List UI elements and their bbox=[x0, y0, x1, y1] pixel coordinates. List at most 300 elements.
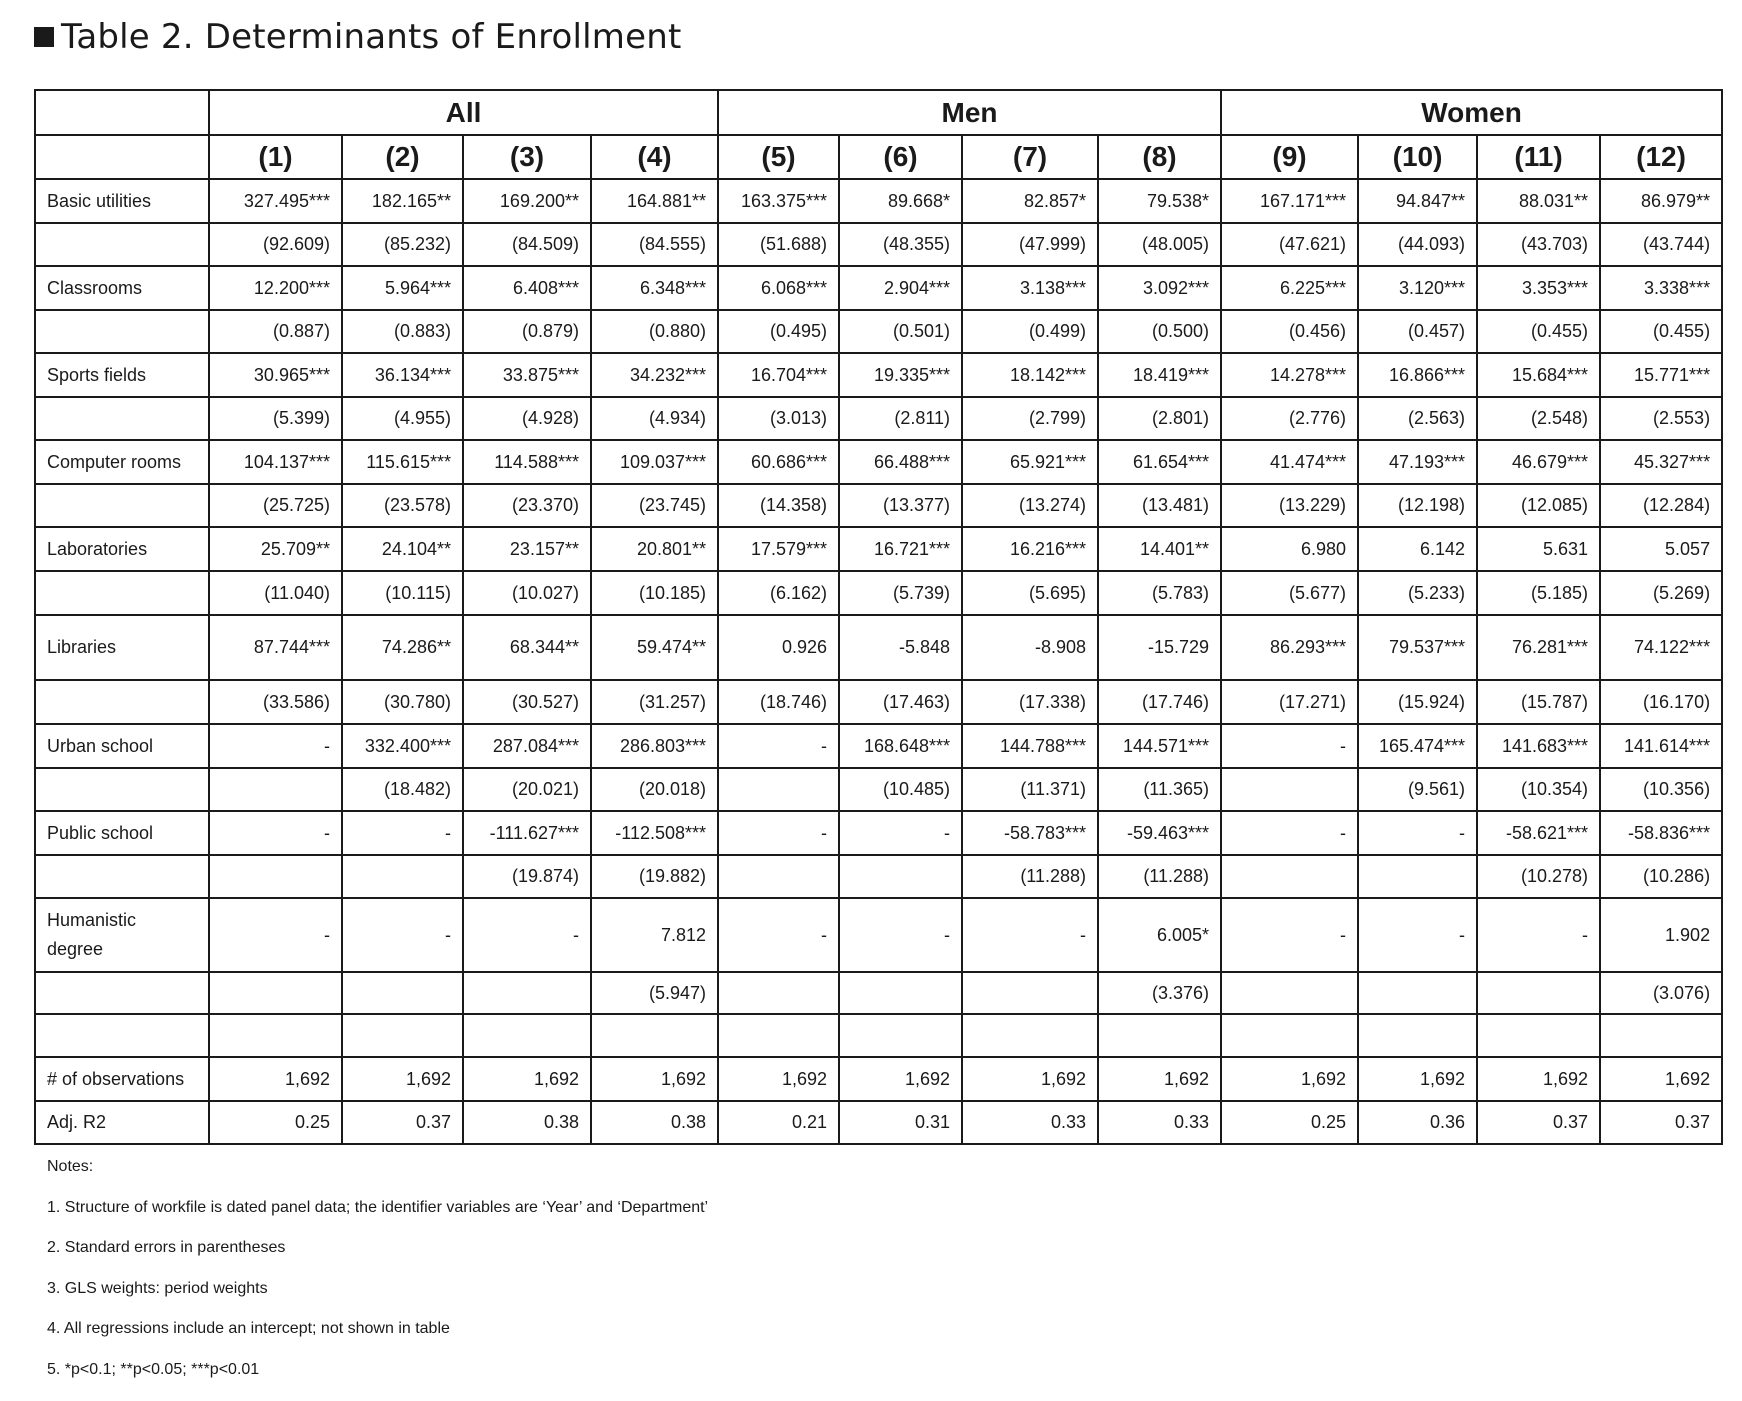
table-cell: (2.801) bbox=[1098, 397, 1221, 440]
column-header: (7) bbox=[962, 135, 1098, 179]
table-cell bbox=[718, 768, 839, 811]
table-cell: - bbox=[342, 898, 463, 972]
table-row-stderr bbox=[35, 484, 1722, 527]
table-cell bbox=[591, 1014, 718, 1057]
table-cell: 1.902 bbox=[1600, 898, 1722, 972]
table-cell: 20.801** bbox=[591, 527, 718, 571]
table-cell: (44.093) bbox=[1358, 223, 1477, 266]
table-cell: (2.776) bbox=[1221, 397, 1358, 440]
table-cell bbox=[1221, 855, 1358, 898]
table-title-text: Table 2. Determinants of Enrollment bbox=[61, 17, 682, 57]
table-cell: -8.908 bbox=[962, 615, 1098, 680]
table-cell: (0.501) bbox=[839, 310, 962, 353]
table-cell: 1,692 bbox=[1358, 1057, 1477, 1101]
table-cell: (13.274) bbox=[962, 484, 1098, 527]
table-cell: 327.495*** bbox=[209, 179, 342, 223]
table-cell: (0.499) bbox=[962, 310, 1098, 353]
table-cell: (4.934) bbox=[591, 397, 718, 440]
table-cell: 23.157** bbox=[463, 527, 591, 571]
table-cell: - bbox=[1221, 724, 1358, 768]
table-cell: (31.257) bbox=[591, 680, 718, 724]
table-cell: (0.883) bbox=[342, 310, 463, 353]
table-cell: 34.232*** bbox=[591, 353, 718, 397]
table-cell: - bbox=[1221, 898, 1358, 972]
table-cell: (0.495) bbox=[718, 310, 839, 353]
table-cell: (20.021) bbox=[463, 768, 591, 811]
table-cell: 68.344** bbox=[463, 615, 591, 680]
table-cell: 46.679*** bbox=[1477, 440, 1600, 484]
table-cell: (5.695) bbox=[962, 571, 1098, 615]
table-cell: (0.500) bbox=[1098, 310, 1221, 353]
table-cell: (10.354) bbox=[1477, 768, 1600, 811]
table-cell: (0.455) bbox=[1477, 310, 1600, 353]
table-cell: (17.746) bbox=[1098, 680, 1221, 724]
table-cell: (0.457) bbox=[1358, 310, 1477, 353]
table-cell: 0.38 bbox=[591, 1101, 718, 1144]
table-cell: 47.193*** bbox=[1358, 440, 1477, 484]
table-cell: 76.281*** bbox=[1477, 615, 1600, 680]
table-cell: (6.162) bbox=[718, 571, 839, 615]
table-cell: 60.686*** bbox=[718, 440, 839, 484]
table-cell: - bbox=[718, 898, 839, 972]
table-cell: (0.455) bbox=[1600, 310, 1722, 353]
table-cell: (4.955) bbox=[342, 397, 463, 440]
table-cell: 12.200*** bbox=[209, 266, 342, 310]
table-cell: 6.005* bbox=[1098, 898, 1221, 972]
table-cell bbox=[1477, 972, 1600, 1014]
table-cell bbox=[718, 855, 839, 898]
table-row-stderr bbox=[35, 223, 1722, 266]
table-cell: -58.621*** bbox=[1477, 811, 1600, 855]
table-cell bbox=[463, 972, 591, 1014]
table-cell bbox=[1477, 1014, 1600, 1057]
table-cell: (20.018) bbox=[591, 768, 718, 811]
table-cell: (10.356) bbox=[1600, 768, 1722, 811]
table-cell: (33.586) bbox=[209, 680, 342, 724]
variable-label: Libraries bbox=[35, 615, 209, 680]
table-cell: (17.463) bbox=[839, 680, 962, 724]
table-cell: (3.076) bbox=[1600, 972, 1722, 1014]
table-cell: 3.338*** bbox=[1600, 266, 1722, 310]
table-cell: 86.979** bbox=[1600, 179, 1722, 223]
variable-label bbox=[35, 855, 209, 898]
table-cell: 7.812 bbox=[591, 898, 718, 972]
table-cell: 1,692 bbox=[1477, 1057, 1600, 1101]
variable-label: Basic utilities bbox=[35, 179, 209, 223]
table-cell: -112.508*** bbox=[591, 811, 718, 855]
table-cell: 286.803*** bbox=[591, 724, 718, 768]
table-cell: (5.185) bbox=[1477, 571, 1600, 615]
table-cell: 141.683*** bbox=[1477, 724, 1600, 768]
table-cell: 89.668* bbox=[839, 179, 962, 223]
table-cell: (12.085) bbox=[1477, 484, 1600, 527]
table-cell bbox=[209, 1014, 342, 1057]
table-cell: 167.171*** bbox=[1221, 179, 1358, 223]
column-header: (5) bbox=[718, 135, 839, 179]
regression-table bbox=[34, 89, 1723, 1145]
table-cell: 0.25 bbox=[209, 1101, 342, 1144]
table-cell: (5.947) bbox=[591, 972, 718, 1014]
table-row-stderr bbox=[35, 1014, 1722, 1057]
column-header: (9) bbox=[1221, 135, 1358, 179]
table-cell: (3.013) bbox=[718, 397, 839, 440]
table-cell: 16.216*** bbox=[962, 527, 1098, 571]
table-cell: (15.787) bbox=[1477, 680, 1600, 724]
table-cell: (51.688) bbox=[718, 223, 839, 266]
variable-label: Public school bbox=[35, 811, 209, 855]
table-cell: 182.165** bbox=[342, 179, 463, 223]
variable-label bbox=[35, 310, 209, 353]
table-cell: 16.866*** bbox=[1358, 353, 1477, 397]
table-row bbox=[35, 1101, 1722, 1144]
table-cell: (0.879) bbox=[463, 310, 591, 353]
column-header: (6) bbox=[839, 135, 962, 179]
note-line: 2. Standard errors in parentheses bbox=[47, 1239, 286, 1257]
table-cell: 6.142 bbox=[1358, 527, 1477, 571]
notes-heading: Notes: bbox=[47, 1158, 94, 1175]
variable-label: Laboratories bbox=[35, 527, 209, 571]
table-cell: 0.21 bbox=[718, 1101, 839, 1144]
table-row bbox=[35, 615, 1722, 680]
table-cell: 3.353*** bbox=[1477, 266, 1600, 310]
table-cell: 0.37 bbox=[342, 1101, 463, 1144]
table-cell: (3.376) bbox=[1098, 972, 1221, 1014]
group-header-all: All bbox=[209, 90, 718, 135]
table-cell: (23.370) bbox=[463, 484, 591, 527]
table-row-stderr bbox=[35, 855, 1722, 898]
table-cell: 1,692 bbox=[1600, 1057, 1722, 1101]
table-cell: - bbox=[962, 898, 1098, 972]
table-cell: - bbox=[839, 898, 962, 972]
table-title bbox=[34, 14, 682, 60]
table-cell: 36.134*** bbox=[342, 353, 463, 397]
table-row-stderr bbox=[35, 571, 1722, 615]
table-cell: 6.225*** bbox=[1221, 266, 1358, 310]
variable-label bbox=[35, 768, 209, 811]
table-cell: 0.38 bbox=[463, 1101, 591, 1144]
table-cell: (2.799) bbox=[962, 397, 1098, 440]
table-row bbox=[35, 266, 1722, 310]
table-cell: (30.780) bbox=[342, 680, 463, 724]
table-cell: 5.631 bbox=[1477, 527, 1600, 571]
variable-label bbox=[35, 484, 209, 527]
table-cell bbox=[962, 972, 1098, 1014]
table-cell: -58.836*** bbox=[1600, 811, 1722, 855]
table-cell: 1,692 bbox=[463, 1057, 591, 1101]
variable-label bbox=[35, 397, 209, 440]
table-cell: -111.627*** bbox=[463, 811, 591, 855]
note-line: 1. Structure of workfile is dated panel data; the identifier variables are ‘Year’ and ‘Department’ bbox=[47, 1198, 709, 1216]
table-cell: 79.537*** bbox=[1358, 615, 1477, 680]
table-row bbox=[35, 179, 1722, 223]
table-cell: (2.563) bbox=[1358, 397, 1477, 440]
table-cell: 169.200** bbox=[463, 179, 591, 223]
table-cell: (18.746) bbox=[718, 680, 839, 724]
table-cell bbox=[1358, 1014, 1477, 1057]
table-cell: (5.677) bbox=[1221, 571, 1358, 615]
table-cell: (13.481) bbox=[1098, 484, 1221, 527]
table-cell: (14.358) bbox=[718, 484, 839, 527]
table-cell: 6.348*** bbox=[591, 266, 718, 310]
table-cell: (2.553) bbox=[1600, 397, 1722, 440]
table-cell: 14.401** bbox=[1098, 527, 1221, 571]
table-cell: 164.881** bbox=[591, 179, 718, 223]
table-cell: 3.092*** bbox=[1098, 266, 1221, 310]
table-cell: (43.744) bbox=[1600, 223, 1722, 266]
variable-label bbox=[35, 680, 209, 724]
column-header: (10) bbox=[1358, 135, 1477, 179]
table-row bbox=[35, 898, 1722, 972]
variable-label bbox=[35, 1014, 209, 1057]
table-cell: (16.170) bbox=[1600, 680, 1722, 724]
table-cell: 0.33 bbox=[1098, 1101, 1221, 1144]
table-cell: 18.142*** bbox=[962, 353, 1098, 397]
table-row bbox=[35, 527, 1722, 571]
table-cell: 287.084*** bbox=[463, 724, 591, 768]
table-cell: 0.31 bbox=[839, 1101, 962, 1144]
table-cell: (84.555) bbox=[591, 223, 718, 266]
table-cell: - bbox=[718, 724, 839, 768]
table-cell bbox=[839, 855, 962, 898]
table-cell bbox=[1358, 855, 1477, 898]
table-cell: 332.400*** bbox=[342, 724, 463, 768]
table-row-stderr bbox=[35, 972, 1722, 1014]
table-cell: 109.037*** bbox=[591, 440, 718, 484]
table-cell: 114.588*** bbox=[463, 440, 591, 484]
table-cell: (12.198) bbox=[1358, 484, 1477, 527]
table-cell: (11.288) bbox=[1098, 855, 1221, 898]
column-header: (4) bbox=[591, 135, 718, 179]
table-cell: (10.278) bbox=[1477, 855, 1600, 898]
table-cell: (0.880) bbox=[591, 310, 718, 353]
variable-label: Adj. R2 bbox=[35, 1101, 209, 1144]
table-cell: - bbox=[342, 811, 463, 855]
table-cell bbox=[209, 768, 342, 811]
table-cell: (5.269) bbox=[1600, 571, 1722, 615]
table-cell: 5.964*** bbox=[342, 266, 463, 310]
table-cell: (5.233) bbox=[1358, 571, 1477, 615]
table-cell bbox=[718, 1014, 839, 1057]
table-cell: 1,692 bbox=[1221, 1057, 1358, 1101]
table-cell bbox=[342, 972, 463, 1014]
variable-label: Humanistic degree bbox=[35, 898, 209, 972]
note-line: 3. GLS weights: period weights bbox=[47, 1279, 268, 1297]
table-cell bbox=[463, 1014, 591, 1057]
column-number-row bbox=[35, 135, 1722, 179]
table-cell: 61.654*** bbox=[1098, 440, 1221, 484]
table-cell: (47.999) bbox=[962, 223, 1098, 266]
table-cell: (30.527) bbox=[463, 680, 591, 724]
table-cell: 1,692 bbox=[591, 1057, 718, 1101]
table-cell: 0.36 bbox=[1358, 1101, 1477, 1144]
table-row bbox=[35, 724, 1722, 768]
variable-label bbox=[35, 571, 209, 615]
table-cell: 66.488*** bbox=[839, 440, 962, 484]
table-cell: 6.068*** bbox=[718, 266, 839, 310]
table-cell: - bbox=[1358, 811, 1477, 855]
table-row-stderr bbox=[35, 310, 1722, 353]
table-cell: -58.783*** bbox=[962, 811, 1098, 855]
table-cell: (13.377) bbox=[839, 484, 962, 527]
group-header-men: Men bbox=[718, 90, 1221, 135]
table-cell: 65.921*** bbox=[962, 440, 1098, 484]
table-cell: - bbox=[463, 898, 591, 972]
table-cell: 0.25 bbox=[1221, 1101, 1358, 1144]
table-cell: -5.848 bbox=[839, 615, 962, 680]
table-cell: (48.005) bbox=[1098, 223, 1221, 266]
title-square-marker bbox=[34, 27, 54, 47]
table-cell bbox=[342, 855, 463, 898]
table-cell: 115.615*** bbox=[342, 440, 463, 484]
table-cell: (25.725) bbox=[209, 484, 342, 527]
table-cell: - bbox=[1358, 898, 1477, 972]
column-header: (8) bbox=[1098, 135, 1221, 179]
table-cell: 33.875*** bbox=[463, 353, 591, 397]
table-cell bbox=[839, 972, 962, 1014]
table-cell bbox=[839, 1014, 962, 1057]
table-cell: - bbox=[718, 811, 839, 855]
variable-label bbox=[35, 972, 209, 1014]
table-cell: (23.578) bbox=[342, 484, 463, 527]
variable-label: Computer rooms bbox=[35, 440, 209, 484]
corner-cell bbox=[35, 135, 209, 179]
table-cell: (0.887) bbox=[209, 310, 342, 353]
table-cell: 18.419*** bbox=[1098, 353, 1221, 397]
table-cell: (10.485) bbox=[839, 768, 962, 811]
variable-label: Urban school bbox=[35, 724, 209, 768]
column-header: (12) bbox=[1600, 135, 1722, 179]
table-cell bbox=[209, 972, 342, 1014]
table-cell: 19.335*** bbox=[839, 353, 962, 397]
table-cell: 74.122*** bbox=[1600, 615, 1722, 680]
table-cell: 17.579*** bbox=[718, 527, 839, 571]
table-cell: 14.278*** bbox=[1221, 353, 1358, 397]
table-cell: (10.286) bbox=[1600, 855, 1722, 898]
table-cell: - bbox=[1477, 898, 1600, 972]
table-cell: (17.338) bbox=[962, 680, 1098, 724]
table-cell: 0.37 bbox=[1600, 1101, 1722, 1144]
table-cell: (10.115) bbox=[342, 571, 463, 615]
table-cell: 74.286** bbox=[342, 615, 463, 680]
table-cell: (19.874) bbox=[463, 855, 591, 898]
table-cell bbox=[1358, 972, 1477, 1014]
table-cell: 24.104** bbox=[342, 527, 463, 571]
column-header: (2) bbox=[342, 135, 463, 179]
table-cell: 5.057 bbox=[1600, 527, 1722, 571]
table-cell: (15.924) bbox=[1358, 680, 1477, 724]
table-cell bbox=[342, 1014, 463, 1057]
column-header: (3) bbox=[463, 135, 591, 179]
table-cell: 88.031** bbox=[1477, 179, 1600, 223]
table-cell: (10.027) bbox=[463, 571, 591, 615]
table-cell: (2.548) bbox=[1477, 397, 1600, 440]
table-cell: (11.040) bbox=[209, 571, 342, 615]
table-cell: (9.561) bbox=[1358, 768, 1477, 811]
table-cell: (12.284) bbox=[1600, 484, 1722, 527]
table-cell: 1,692 bbox=[718, 1057, 839, 1101]
corner-cell bbox=[35, 90, 209, 135]
table-cell bbox=[1221, 972, 1358, 1014]
table-cell: (92.609) bbox=[209, 223, 342, 266]
table-body bbox=[35, 179, 1722, 1144]
table-cell: 104.137*** bbox=[209, 440, 342, 484]
table-cell: (17.271) bbox=[1221, 680, 1358, 724]
table-cell: (11.371) bbox=[962, 768, 1098, 811]
table-cell: -15.729 bbox=[1098, 615, 1221, 680]
table-cell: (5.783) bbox=[1098, 571, 1221, 615]
table-cell: 82.857* bbox=[962, 179, 1098, 223]
table-cell: (43.703) bbox=[1477, 223, 1600, 266]
table-cell: 6.408*** bbox=[463, 266, 591, 310]
table-cell: 2.904*** bbox=[839, 266, 962, 310]
table-cell: - bbox=[209, 811, 342, 855]
table-cell: 86.293*** bbox=[1221, 615, 1358, 680]
table-cell: (18.482) bbox=[342, 768, 463, 811]
column-header: (1) bbox=[209, 135, 342, 179]
table-row bbox=[35, 440, 1722, 484]
table-cell: (84.509) bbox=[463, 223, 591, 266]
table-cell: 168.648*** bbox=[839, 724, 962, 768]
table-row bbox=[35, 353, 1722, 397]
table-cell: 0.37 bbox=[1477, 1101, 1600, 1144]
table-row bbox=[35, 811, 1722, 855]
table-cell: 1,692 bbox=[839, 1057, 962, 1101]
table-cell: (47.621) bbox=[1221, 223, 1358, 266]
table-cell: (0.456) bbox=[1221, 310, 1358, 353]
table-cell bbox=[1221, 768, 1358, 811]
table-cell: 6.980 bbox=[1221, 527, 1358, 571]
table-cell: 1,692 bbox=[1098, 1057, 1221, 1101]
table-cell bbox=[1600, 1014, 1722, 1057]
table-cell: - bbox=[209, 898, 342, 972]
table-cell: (23.745) bbox=[591, 484, 718, 527]
variable-label: Sports fields bbox=[35, 353, 209, 397]
table-cell: 144.571*** bbox=[1098, 724, 1221, 768]
table-cell: 0.33 bbox=[962, 1101, 1098, 1144]
table-cell: (11.365) bbox=[1098, 768, 1221, 811]
table-cell: - bbox=[1221, 811, 1358, 855]
table-cell: - bbox=[209, 724, 342, 768]
table-cell: 94.847** bbox=[1358, 179, 1477, 223]
table-cell: 45.327*** bbox=[1600, 440, 1722, 484]
table-cell: (4.928) bbox=[463, 397, 591, 440]
table-cell: 30.965*** bbox=[209, 353, 342, 397]
table-cell: 163.375*** bbox=[718, 179, 839, 223]
variable-label: # of observations bbox=[35, 1057, 209, 1101]
table-cell: 15.771*** bbox=[1600, 353, 1722, 397]
table-cell bbox=[1098, 1014, 1221, 1057]
table-notes bbox=[47, 1157, 708, 1401]
table-row-stderr bbox=[35, 768, 1722, 811]
table-cell: 141.614*** bbox=[1600, 724, 1722, 768]
table-cell: 144.788*** bbox=[962, 724, 1098, 768]
column-header: (11) bbox=[1477, 135, 1600, 179]
variable-label: Classrooms bbox=[35, 266, 209, 310]
table-cell: 59.474** bbox=[591, 615, 718, 680]
table-cell: 1,692 bbox=[962, 1057, 1098, 1101]
note-line: 4. All regressions include an intercept; not shown in table bbox=[47, 1320, 450, 1338]
table-cell: 165.474*** bbox=[1358, 724, 1477, 768]
table-cell: -59.463*** bbox=[1098, 811, 1221, 855]
table-cell: - bbox=[839, 811, 962, 855]
table-cell: (11.288) bbox=[962, 855, 1098, 898]
table-row-stderr bbox=[35, 680, 1722, 724]
table-cell: 25.709** bbox=[209, 527, 342, 571]
table-cell: (13.229) bbox=[1221, 484, 1358, 527]
table-cell: 15.684*** bbox=[1477, 353, 1600, 397]
table-cell: 3.120*** bbox=[1358, 266, 1477, 310]
table-cell: (48.355) bbox=[839, 223, 962, 266]
